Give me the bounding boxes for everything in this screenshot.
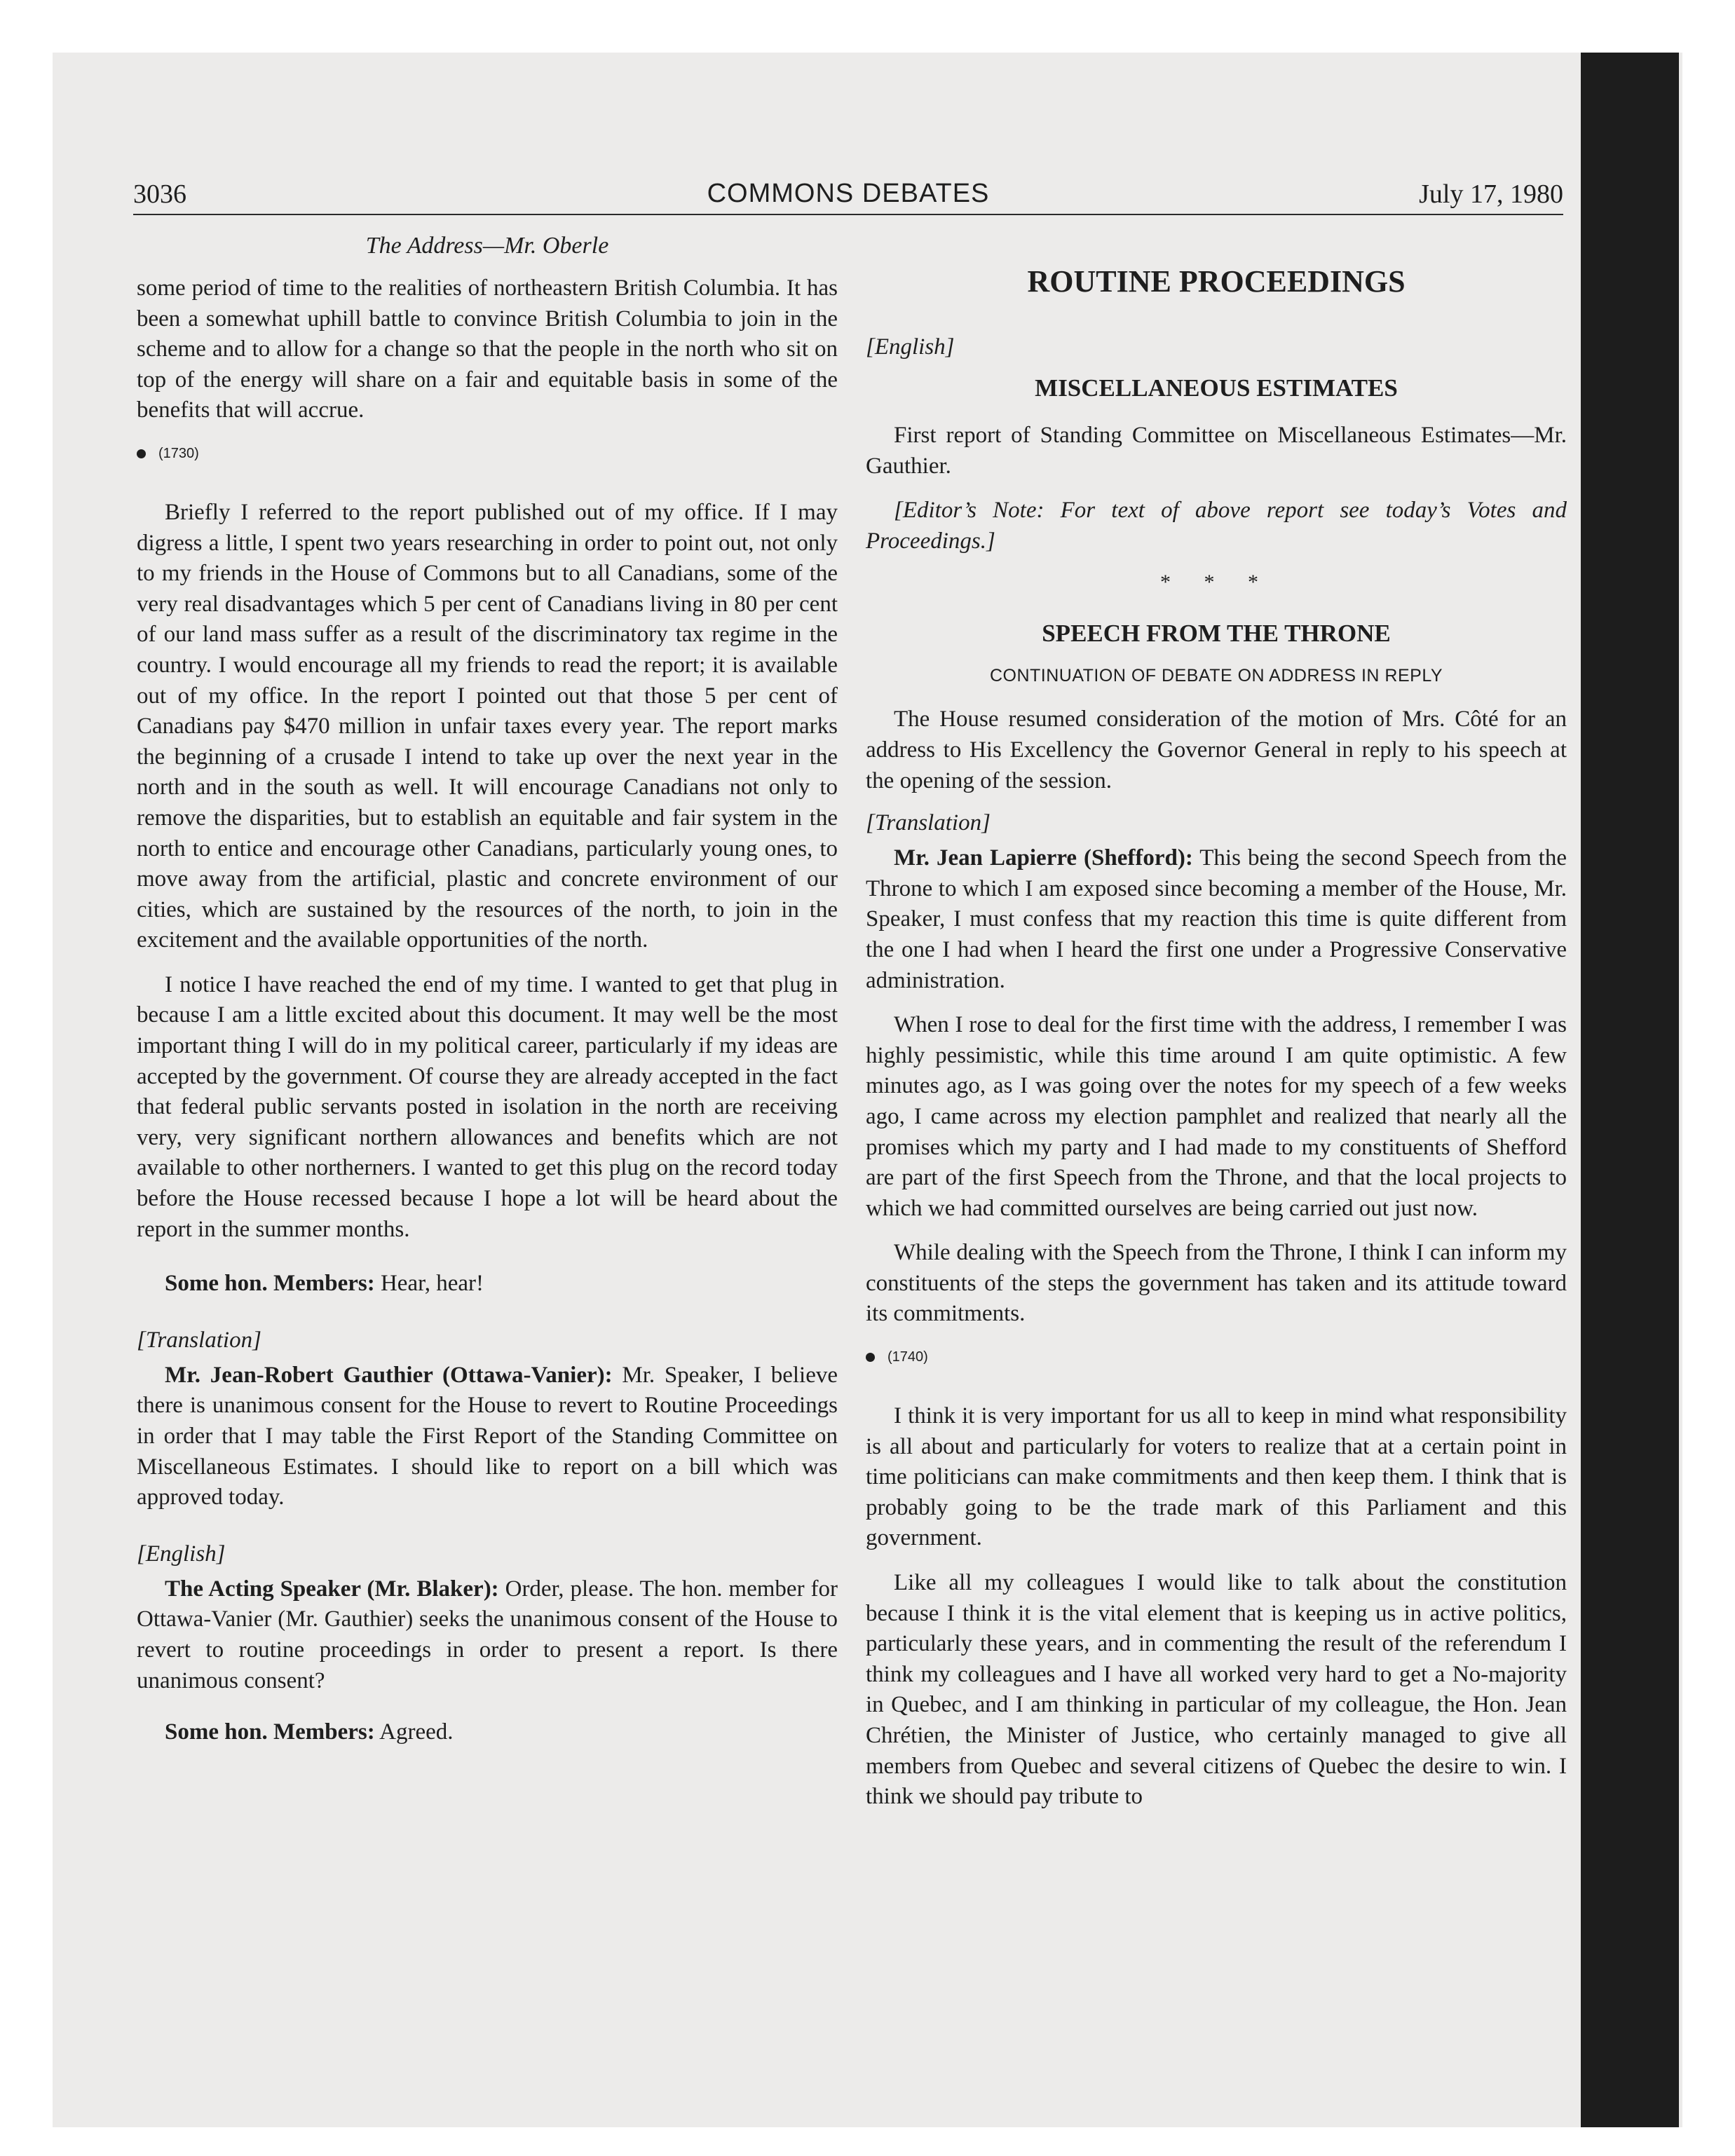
- subsection-heading: MISCELLANEOUS ESTIMATES: [1035, 374, 1398, 402]
- subsection-heading: SPEECH FROM THE THRONE: [1042, 620, 1391, 648]
- speech-paragraph: [137, 1269, 838, 1299]
- bullet-icon: [137, 449, 146, 458]
- time-marker: [137, 446, 838, 468]
- speaker-name: Mr. Jean Lapierre (Shefford):: [894, 845, 1193, 871]
- left-column: [137, 224, 838, 1762]
- page-edge-shadow: [1581, 53, 1679, 2127]
- publication-title: COMMONS DEBATES: [707, 179, 990, 208]
- section-heading: ROUTINE PROCEEDINGS: [1027, 264, 1406, 299]
- paragraph: I notice I have reached the end of my time. I wanted to get that plug in because I am a little excited about this document. It may well be the most important thing I will do in my political career, particularly if my ideas are accepted by the government. Of course they are already accepted in the fact that federal public servants posted in isolation in the north are receiving very, very significant northern allowances and benefits which are not available to other northerners. I wanted to get this plug on the record today before the House recessed because I hope a lot will be heard about the report in the summer months.: [137, 971, 838, 1242]
- language-tag: [Translation]: [866, 810, 991, 836]
- paragraph: While dealing with the Speech from the Throne, I think I can inform my constituents of the steps the government has taken and its attitude toward its commitments.: [866, 1240, 1567, 1327]
- debate-subheading: CONTINUATION OF DEBATE ON ADDRESS IN REPLY: [989, 666, 1443, 686]
- time-marker: [866, 1349, 1567, 1372]
- paragraph: When I rose to deal for the first time with the address, I remember I was highly pessimistic, while this time around I am quite optimistic. A few minutes ago, as I was going over the notes for my speech of a few weeks ago, I came across my election pamphlet and realized that nearly all the promises which my party and I had made to my constituents of Shefford are part of the first Speech from the Throne, and that the local projects to which we had committed ourselves are being carried out just now.: [866, 1012, 1567, 1221]
- paragraph: some period of time to the realities of northeastern British Columbia. It has been a somewhat uphill battle to convince British Columbia to join in the scheme and to allow for a change so that the people in the north who sit on top of the energy will share on a fair and equitable basis in some of the benefits that will accrue.: [137, 275, 838, 423]
- running-head: The Address—Mr. Oberle: [365, 233, 609, 259]
- speaker-name: The Acting Speaker (Mr. Blaker):: [165, 1576, 499, 1602]
- speech-text: Agreed.: [374, 1719, 454, 1745]
- speech-paragraph: [137, 1574, 838, 1696]
- speech-text: Mr. Speaker, I believe there is unanimous consent for the House to revert to Routine Proceedings in order that I may table the First Report of the Standing Committee on Miscellaneous Estimates. I should like to report on a bill which was approved today.: [137, 1362, 838, 1510]
- bullet-icon: [866, 1353, 875, 1362]
- time-marker-label: (1740): [887, 1349, 928, 1365]
- language-tag: [English]: [137, 1541, 226, 1567]
- speech-text: Order, please. The hon. member for Ottawa-Vanier (Mr. Gauthier) seeks the unanimous consent of the House to revert to routine proceedings in order to present a report. Is there unanimous consent?: [137, 1576, 838, 1693]
- paragraph: The House resumed consideration of the motion of Mrs. Côté for an address to His Excellency the Governor General in reply to his speech at the opening of the session.: [866, 707, 1567, 793]
- speech-paragraph: [137, 1717, 838, 1748]
- time-marker-label: (1730): [158, 445, 199, 461]
- speaker-name: Some hon. Members:: [165, 1719, 375, 1745]
- speech-paragraph: [137, 1360, 838, 1513]
- issue-date: July 17, 1980: [1419, 179, 1563, 209]
- speech-text: Hear, hear!: [374, 1271, 484, 1297]
- page-header: [133, 172, 1563, 215]
- right-column: [866, 224, 1567, 1827]
- page-number: 3036: [133, 179, 186, 209]
- language-tag: [Translation]: [137, 1327, 261, 1353]
- speech-text: This being the second Speech from the Throne to which I am exposed since becoming a member of the House, Mr. Speaker, I must confess that my reaction this time is quite different from the one I had when I heard the first one under a Progressive Conservative administration.: [866, 845, 1567, 993]
- section-divider: * * *: [1160, 571, 1272, 594]
- paragraph: First report of Standing Committee on Miscellaneous Estimates—Mr. Gauthier.: [866, 423, 1567, 479]
- speech-paragraph: [866, 843, 1567, 996]
- language-tag: [English]: [866, 334, 955, 360]
- editor-note: [Editor’s Note: For text of above report see today’s Votes and Proceedings.]: [866, 498, 1567, 554]
- paragraph: Like all my colleagues I would like to talk about the constitution because I think it is the vital element that is keeping us in active politics, particularly these years, and in commenting the result of the referendum I think my colleagues and I have all worked very hard to get a No-majority in Quebec, and I am thinking in particular of my colleague, the Hon. Jean Chrétien, the Minister of Justice, who certainly managed to give all members from Quebec and several citizens of Quebec the desire to win. I think we should pay tribute to: [866, 1570, 1567, 1810]
- paragraph: Briefly I referred to the report published out of my office. If I may digress a little, I spent two years researching in order to point out, not only to my friends in the House of Commons but to all Canadians, some of the very real disadvantages which 5 per cent of Canadians living in 80 per cent of our land mass suffer as a result of the discriminatory tax regime in the country. I would encourage all my friends to read the report; it is available out of my office. In the report I pointed out that those 5 per cent of Canadians pay $470 million in unfair taxes every year. The report marks the beginning of a crusade I intend to take up over the next year in the north and in the south as well. It will encourage Canadians not only to remove the disparities, but to establish an equitable and fair system in the north to entice and encourage other Canadians, particularly young ones, to move away from the artificial, plastic and concrete environment of our cities, which are sustained by the resources of the north, to join in the excitement and the available opportunities of the north.: [137, 499, 838, 953]
- paragraph: I think it is very important for us all to keep in mind what responsibility is all about and particularly for voters to realize that at a certain point in time politicians can make commitments and then keep them. I think that is probably going to be the trade mark of this Parliament and this government.: [866, 1403, 1567, 1551]
- speaker-name: Some hon. Members:: [165, 1271, 375, 1297]
- speaker-name: Mr. Jean-Robert Gauthier (Ottawa-Vanier):: [165, 1362, 613, 1388]
